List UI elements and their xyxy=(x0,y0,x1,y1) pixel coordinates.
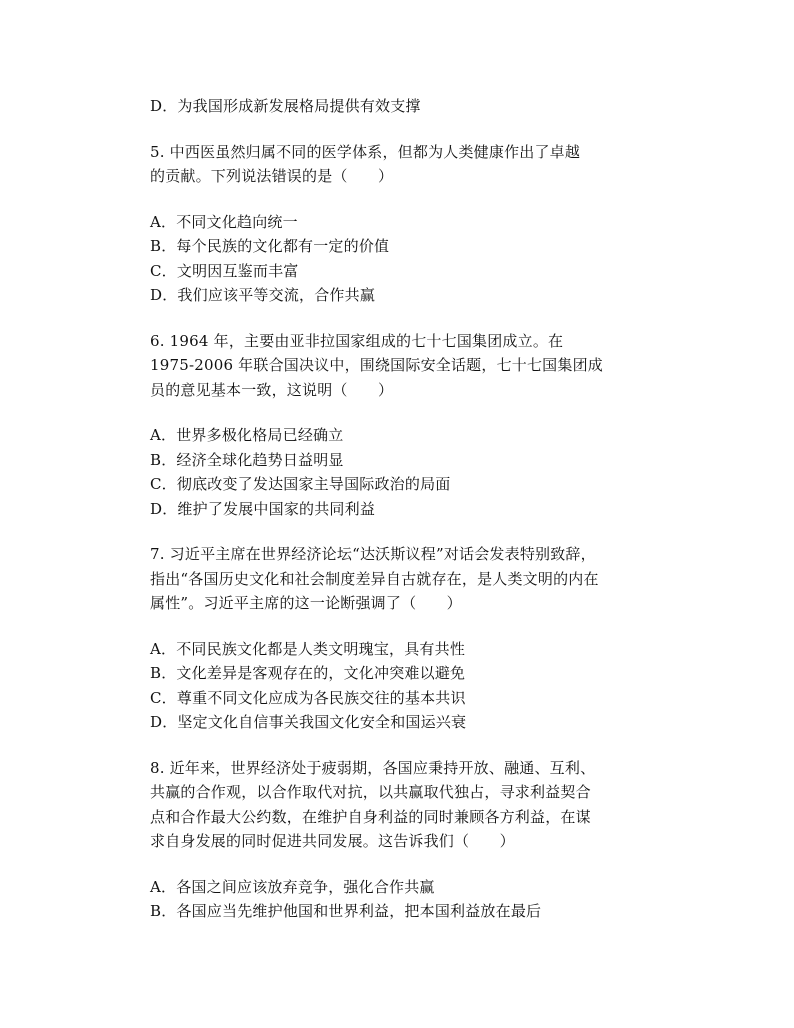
stem-line: 6. 1964 年，主要由亚非拉国家组成的七十七国集团成立。在 xyxy=(150,331,564,350)
stem-line: 点和合作最大公约数，在维护自身利益的同时兼顾各方利益，在谋 xyxy=(150,807,591,826)
option-b: B．文化差异是客观存在的，文化冲突难以避免 xyxy=(150,664,466,682)
stem-line: 员的意见基本一致，这说明（ ） xyxy=(150,380,394,399)
option-b: B．经济全球化趋势日益明显 xyxy=(150,450,344,469)
stem-line: 1975-2006 年联合国决议中，围绕国际安全话题，七十七国集团成 xyxy=(150,356,603,374)
question-8-options xyxy=(150,875,670,924)
question-7-stem xyxy=(150,542,670,616)
option-b: B．每个民族的文化都有一定的价值 xyxy=(150,237,390,255)
option-c: C．彻底改变了发达国家主导国际政治的局面 xyxy=(150,475,451,493)
question-8-stem xyxy=(150,756,670,854)
option-b: B．各国应当先维护他国和世界利益，把本国利益放在最后 xyxy=(150,902,542,920)
option-a: A．不同文化趋向统一 xyxy=(150,212,298,231)
question-5-stem xyxy=(150,140,670,189)
question-6-options xyxy=(150,423,670,521)
option-d: D．坚定文化自信事关我国文化安全和国运兴衰 xyxy=(150,713,467,731)
stem-line: 共赢的合作观，以合作取代对抗，以共赢取代独占，寻求利益契合 xyxy=(150,783,591,801)
stem-line: 属性”。习近平主席的这一论断强调了（ ） xyxy=(150,594,462,612)
option-c: C．文明因互鉴而丰富 xyxy=(150,261,299,280)
option-a: A．世界多极化格局已经确立 xyxy=(150,426,344,444)
question-6-stem xyxy=(150,329,670,403)
stem-line: 求自身发展的同时促进共同发展。这告诉我们（ ） xyxy=(150,832,515,850)
stem-line: 8. 近年来，世界经济处于疲弱期，各国应秉持开放、融通、互利、 xyxy=(150,758,596,777)
option-d: D．维护了发展中国家的共同利益 xyxy=(150,499,376,518)
stem-line: 指出“各国历史文化和社会制度差异自古就存在，是人类文明的内在 xyxy=(150,569,599,588)
option-a: A．各国之间应该放弃竞争，强化合作共赢 xyxy=(150,877,435,896)
question-5-options xyxy=(150,210,670,308)
option-a: A．不同民族文化都是人类文明瑰宝，具有共性 xyxy=(150,639,466,658)
stem-line: 的贡献。下列说法错误的是（ ） xyxy=(150,167,394,185)
option-d: D．我们应该平等交流，合作共赢 xyxy=(150,286,376,304)
question-4-option-d: D．为我国形成新发展格局提供有效支撑 xyxy=(150,97,421,115)
stem-line: 7. 习近平主席在世界经济论坛“达沃斯议程”对话会发表特别致辞， xyxy=(150,545,596,563)
question-7-options xyxy=(150,637,670,735)
document-page xyxy=(150,94,670,924)
stem-line: 5. 中西医虽然归属不同的医学体系，但都为人类健康作出了卓越 xyxy=(150,142,581,161)
option-c: C．尊重不同文化应成为各民族交往的基本共识 xyxy=(150,688,466,707)
